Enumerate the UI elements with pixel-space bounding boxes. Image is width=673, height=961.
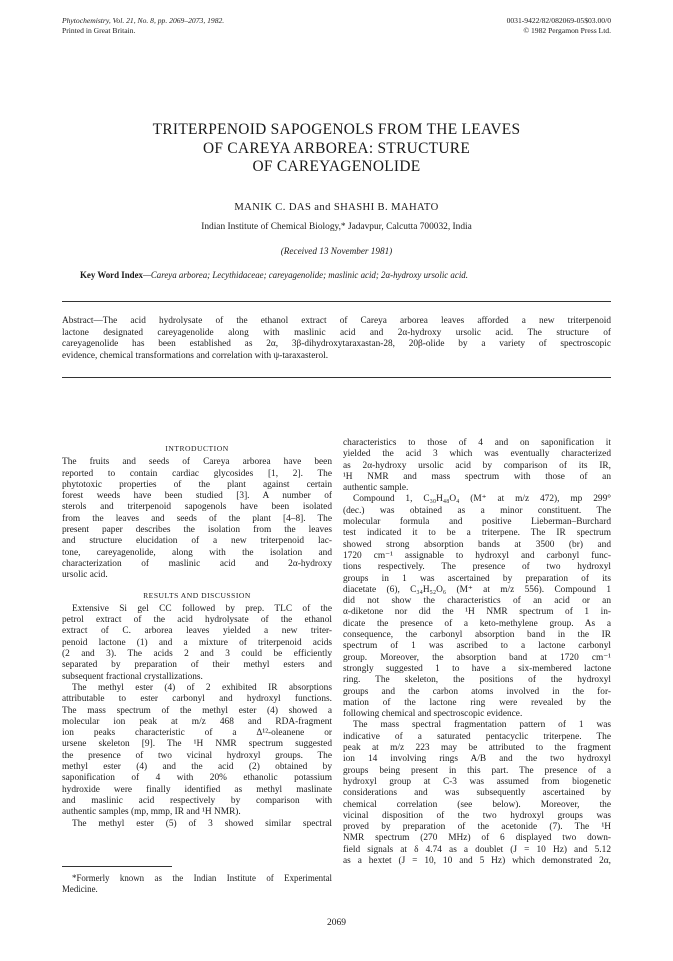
text-line: The fruits and seeds of Careya arborea have been — [62, 457, 332, 468]
footnote — [62, 873, 332, 895]
text-line: forest weeds have been studied [3]. A number of — [62, 491, 332, 502]
text-line: attributable to ester carbonyl and hydroxyl functions. — [62, 694, 332, 705]
footnote-line: Medicine. — [62, 884, 98, 894]
text-line: molecular ion peak at m/z 468 and RDA-fragment — [62, 716, 332, 727]
title-line: TRITERPENOID SAPOGENOLS FROM THE LEAVES — [152, 121, 521, 138]
title-line: OF CAREYA ARBOREA: STRUCTURE — [202, 139, 471, 157]
text-line: methyl ester (4) and the acid (2) obtained by — [62, 762, 332, 773]
text-line: indicative of a saturated pentacyclic triterpene. The — [343, 731, 611, 742]
text-line: dicate the presence of a keto-methylene group. As a — [343, 618, 611, 629]
text-line: phytotoxic properties of the plant against certain — [62, 479, 332, 490]
text-line: α-diketone nor did the ¹H NMR spectrum of 1 in- — [343, 607, 611, 618]
text-line: ursolic acid. — [62, 570, 108, 581]
text-line: hydroxide were finally identified as methyl maslinate — [62, 784, 332, 795]
text-line: tions respectively. The presence of two hydroxyl — [343, 562, 611, 573]
page-number: 2069 — [327, 918, 346, 928]
text-line: peak at m/z 223 may be attributed to the fragment — [343, 743, 611, 754]
text-line: ursene skeleton [9]. The ¹H NMR spectrum suggested — [62, 739, 332, 750]
text-line: hydroxyl group at C-3 was assumed from biogenetic — [343, 776, 611, 787]
text-line: vicinal disposition of the two hydroxyl groups was — [343, 810, 611, 821]
text-line: authentic samples (mp, mmp, IR and ¹H NMR). — [62, 807, 241, 818]
text-line: NMR spectrum (270 MHz) of 6 displayed two down- — [343, 833, 611, 844]
abstract-bottom-rule — [62, 377, 611, 378]
text-line: strongly suggested 1 to have a six-membered lactone — [343, 663, 611, 674]
authors: MANIK C. DAS and SHASHI B. MAHATO — [234, 202, 439, 213]
keyword-label: Key Word Index — [80, 270, 143, 280]
text-line: spectrum of 1 was ascribed to a lactone carbonyl — [343, 641, 611, 652]
journal-citation — [62, 16, 224, 36]
text-line: following chemical and spectroscopic evidence. — [343, 709, 523, 720]
citation-line: Phytochemistry, Vol. 21, No. 8, pp. 2069–2073, 1982. — [62, 16, 225, 25]
text-line: (dec.) was obtained as a minor constituent. The — [343, 505, 611, 516]
text-line: showed strong absorption bands at 3500 (br) and — [343, 539, 611, 550]
paragraph-gap — [62, 582, 332, 588]
printed-in-line: Printed in Great Britain. — [62, 26, 136, 35]
text-line: subsequent fractional crystallizations. — [62, 671, 203, 682]
text-line: petrol extract of the acid hydrolysate of the ethanol — [62, 615, 332, 626]
text-line: The methyl ester (5) of 3 showed similar spectral — [72, 818, 332, 829]
text-line: present paper describes the isolation from the leaves — [62, 525, 332, 536]
text-line: characteristics to those of 4 and on saponification it — [343, 438, 611, 448]
text-line: considerations and was subsequently ascertained by — [343, 788, 611, 799]
text-line: test indicated it to be a triterpene. The IR spectrum — [343, 528, 611, 539]
text-line: mation of the lactone ring were revealed by the — [343, 697, 611, 708]
text-line: ring. The skeleton, the positions of the hydroxyl — [343, 675, 611, 686]
abstract-line: lactone designated careyagenolide along with maslinic acid and 2α-hydroxy ursolic acid. The structure of — [62, 327, 611, 338]
text-line: ion peaks characteristic of a Δ¹²-oleanene or — [62, 728, 332, 739]
text-line: penoid lactone (1) and a mixture of triterpenoid acids — [62, 637, 332, 648]
footnote-rule — [62, 866, 172, 867]
text-line: separated by preparation of their methyl esters and — [62, 660, 332, 671]
text-line: and maslinic acid respectively by comparison with — [62, 795, 332, 806]
title-line: OF CAREYAGENOLIDE — [252, 158, 421, 175]
text-line: and structure elucidation of a new triterpenoid lac- — [62, 536, 332, 547]
text-line: molecular formula and positive Lieberman–Burchard — [343, 517, 611, 528]
text-line: Extensive Si gel CC followed by prep. TLC of the — [72, 603, 332, 614]
copyright-block — [507, 16, 611, 36]
text-line: as 2α-hydroxy ursolic acid by comparison of its IR, — [343, 460, 611, 471]
received-date: (Received 13 November 1981) — [280, 246, 393, 256]
text-line: The mass spectrum of the methyl ester (4) showed a — [62, 705, 332, 716]
text-line: Compound 1, C₃₀H₄₈O₄ (M⁺ at m/z 472), mp 299° — [353, 494, 611, 505]
text-line: sterols and triterpenoid sapogenols have been isolated — [62, 502, 332, 513]
section-heading: INTRODUCTION — [165, 444, 229, 453]
text-line: ion 14 involving rings A/B and the two hydroxyl — [343, 754, 611, 765]
text-line: from the leaves and seeds of the plant [4–8]. The — [62, 513, 332, 524]
abstract-top-rule — [62, 301, 611, 302]
text-line: proved by preparation of the acetonide (7). The ¹H — [343, 822, 611, 833]
text-line: the presence of two vicinal hydroxyl groups. The — [62, 750, 332, 761]
text-line: as a hextet (J = 10, 10 and 5 Hz) which demonstrated 2α, — [343, 855, 611, 866]
left-column — [62, 441, 332, 830]
text-line: chemical correlation (see below). Moreover, the — [343, 799, 611, 810]
text-line: saponification of 4 with 20% ethanolic potassium — [62, 773, 332, 784]
text-line: group. Moreover, the absorption band at 1720 cm⁻¹ — [343, 652, 611, 663]
text-line: groups and the carbon atoms involved in the for- — [343, 686, 611, 697]
right-column — [343, 438, 611, 867]
text-line: tone, careyagenolide, along with the isolation and — [62, 547, 332, 558]
issn-code: 0031-9422/82/082069-05$03.00/0 — [506, 16, 611, 25]
footnote-line: *Formerly known as the Indian Institute of Experimental — [72, 873, 332, 883]
abstract-line: evidence, chemical transformations and correlation with ψ-taraxasterol. — [62, 350, 329, 361]
keyword-list: —Careya arborea; Lecythidaceae; careyagenolide; maslinic acid; 2α-hydroxy ursolic acid. — [142, 270, 468, 280]
affiliation: Indian Institute of Chemical Biology,* Jadavpur, Calcutta 700032, India — [201, 222, 472, 232]
text-line: authentic sample. — [343, 483, 409, 494]
text-line: (2 and 3). The acids 2 and 3 could be efficiently — [62, 649, 332, 660]
text-line: did not show the characteristics of an acid or an — [343, 596, 611, 607]
text-line: characterization of maslinic acid and 2α-hydroxy — [62, 558, 332, 569]
copyright-line: © 1982 Pergamon Press Ltd. — [523, 26, 611, 35]
text-line: yielded the acid 3 which was eventually characterized — [343, 449, 611, 460]
abstract-line: Abstract—The acid hydrolysate of the ethanol extract of Careya arborea leaves afforded a new triterpenoid — [62, 316, 611, 326]
section-heading: RESULTS AND DISCUSSION — [143, 590, 251, 600]
abstract — [62, 316, 611, 362]
text-line: The methyl ester (4) of 2 exhibited IR absorptions — [72, 682, 332, 693]
text-line: reported to contain cardiac glycosides [1, 2]. The — [62, 468, 332, 479]
text-line: field signals at δ 4.74 as a doublet (J = 10 Hz) and 5.12 — [343, 844, 611, 855]
text-line: consequence, the carbonyl absorption band in the IR — [343, 630, 611, 641]
text-line: extract of C. arborea leaves yielded a new triter- — [62, 626, 332, 637]
text-line: The mass spectral fragmentation pattern of 1 was — [353, 720, 611, 731]
text-line: 1720 cm⁻¹ assignable to hydroxyl and carbonyl func- — [343, 550, 611, 561]
text-line: ¹H NMR and mass spectrum with those of an — [343, 471, 611, 482]
text-line: diacetate (6), C₃₄H₅₂O₆ (M⁺ at m/z 556). Compound 1 — [343, 584, 611, 595]
text-line: groups in 1 was ascertained by preparation of its — [343, 573, 611, 584]
paper-title — [62, 121, 611, 177]
abstract-line: careyagenolide has been established as 2α, 3β-dihydroxytaraxastan-28, 20β-olide by a variety of spectroscopic — [62, 339, 611, 350]
keyword-index — [80, 270, 600, 280]
text-line: groups being present in this part. The presence of a — [343, 765, 611, 776]
